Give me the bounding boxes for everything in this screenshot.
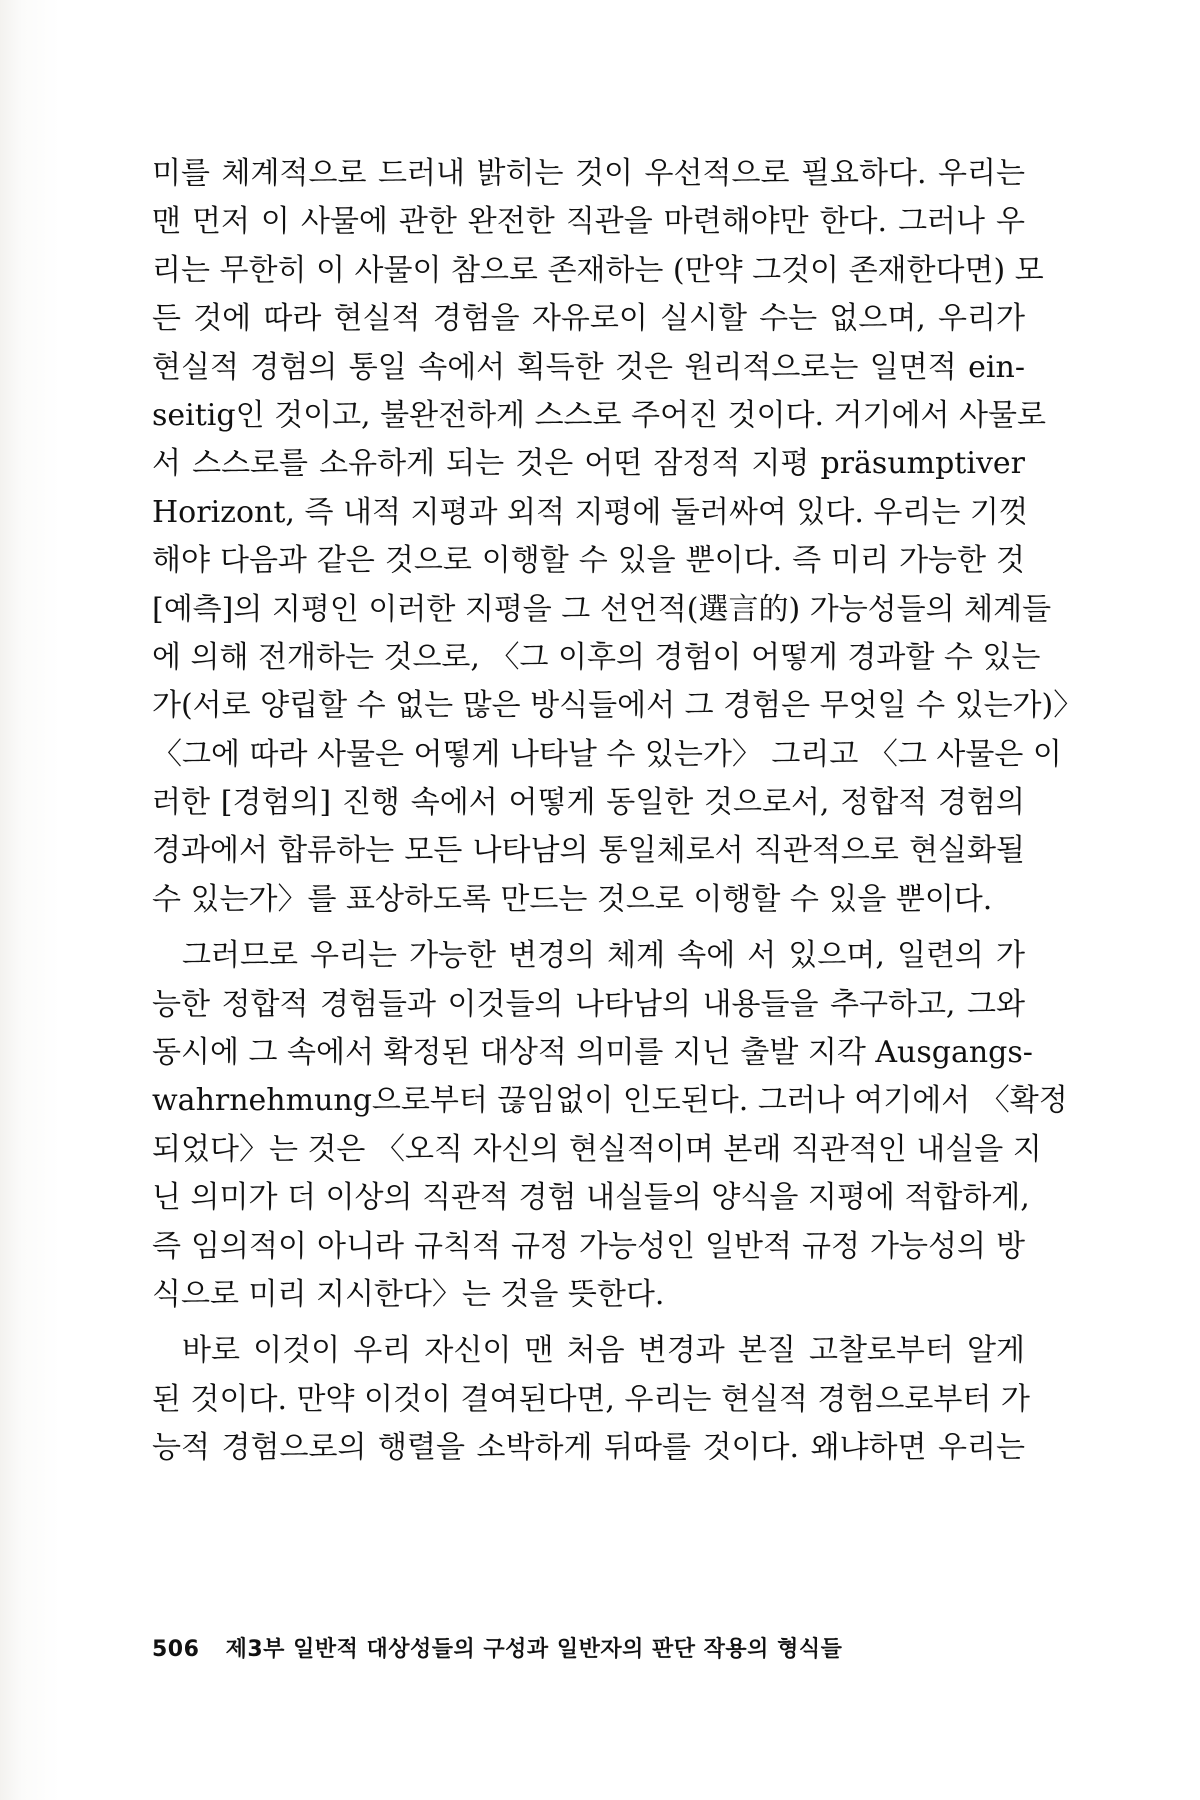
- text-line: 미를 체계적으로 드러내 밝히는 것이 우선적으로 필요하다. 우리는: [152, 156, 1025, 191]
- text-line: 경과에서 합류하는 모든 나타남의 통일체로서 직관적으로 현실화될: [152, 833, 1025, 869]
- text-line: 에 의해 전개하는 것으로, 〈그 이후의 경험이 어떻게 경과할 수 있는: [152, 639, 1041, 675]
- text-line: 해야 다음과 같은 것으로 이행할 수 있을 뿐이다. 즉 미리 가능한 것: [152, 543, 1025, 579]
- paragraph-gap: [152, 1319, 1025, 1327]
- text-line: 서 스스로를 소유하게 되는 것은 어떤 잠정적 지평 präsumptiver: [152, 446, 1025, 482]
- text-line: 식으로 미리 지시한다〉는 것을 뜻한다.: [152, 1276, 665, 1312]
- text-line: 든 것에 따라 현실적 경험을 자유로이 실시할 수는 없으며, 우리가: [152, 301, 1025, 337]
- text-line: 맨 먼저 이 사물에 관한 완전한 직관을 마련해야만 한다. 그러나 우: [152, 204, 1025, 240]
- text-line: 현실적 경험의 통일 속에서 획득한 것은 원리적으로는 일면적 ein-: [152, 349, 1025, 385]
- page-number: 506: [152, 1637, 200, 1662]
- text-line: 된 것이다. 만약 이것이 결여된다면, 우리는 현실적 경험으로부터 가: [152, 1381, 1030, 1417]
- text-line: 가(서로 양립할 수 없는 많은 방식들에서 그 경험은 무엇일 수 있는가)〉: [152, 688, 1084, 724]
- running-head: 제3부 일반적 대상성들의 구성과 일반자의 판단 작용의 형식들: [225, 1637, 843, 1662]
- text-line: 되었다〉는 것은 〈오직 자신의 현실적이며 본래 직관적인 내실을 지: [152, 1131, 1042, 1167]
- text-line: 능적 경험으로의 행렬을 소박하게 뒤따를 것이다. 왜냐하면 우리는: [152, 1430, 1025, 1466]
- text-line: [예측]의 지평인 이러한 지평을 그 선언적(選言的) 가능성들의 체계들: [152, 591, 1052, 627]
- text-line: 〈그에 따라 사물은 어떻게 나타날 수 있는가〉 그리고 〈그 사물은 이: [152, 736, 1062, 772]
- text-line: seitig인 것이고, 불완전하게 스스로 주어진 것이다. 거기에서 사물로: [152, 397, 1046, 433]
- text-line: 수 있는가〉를 표상하도록 만드는 것으로 이행할 수 있을 뿐이다.: [152, 881, 993, 917]
- body-text: [152, 150, 1084, 1473]
- text-line: 능한 정합적 경험들과 이것들의 나타남의 내용들을 추구하고, 그와: [152, 986, 1025, 1022]
- page-footer: [152, 1632, 842, 1663]
- text-line: 동시에 그 속에서 확정된 대상적 의미를 지닌 출발 지각 Ausgangs-: [152, 1035, 1033, 1071]
- paragraph-2: [152, 932, 1068, 1319]
- text-line: 닌 의미가 더 이상의 직관적 경험 내실들의 양식을 지평에 적합하게,: [152, 1180, 1030, 1216]
- text-line: 리는 무한히 이 사물이 참으로 존재하는 (만약 그것이 존재한다면) 모: [152, 252, 1044, 288]
- text-line: 러한 [경험의] 진행 속에서 어떻게 동일한 것으로서, 정합적 경험의: [152, 785, 1025, 821]
- text-line: wahrnehmung으로부터 끊임없이 인도된다. 그러나 여기에서 〈확정: [152, 1083, 1068, 1119]
- text-line: Horizont, 즉 내적 지평과 외적 지평에 둘러싸여 있다. 우리는 기껏: [152, 494, 1028, 530]
- text-line: 바로 이것이 우리 자신이 맨 처음 변경과 본질 고찰로부터 알게: [182, 1333, 1025, 1369]
- paragraph-gap: [152, 924, 1025, 932]
- text-line: 그러므로 우리는 가능한 변경의 체계 속에 서 있으며, 일련의 가: [182, 938, 1025, 974]
- paragraph-3: [152, 1327, 1030, 1472]
- text-line: 즉 임의적이 아니라 규칙적 규정 가능성인 일반적 규정 가능성의 방: [152, 1228, 1025, 1264]
- paragraph-1: [152, 150, 1084, 924]
